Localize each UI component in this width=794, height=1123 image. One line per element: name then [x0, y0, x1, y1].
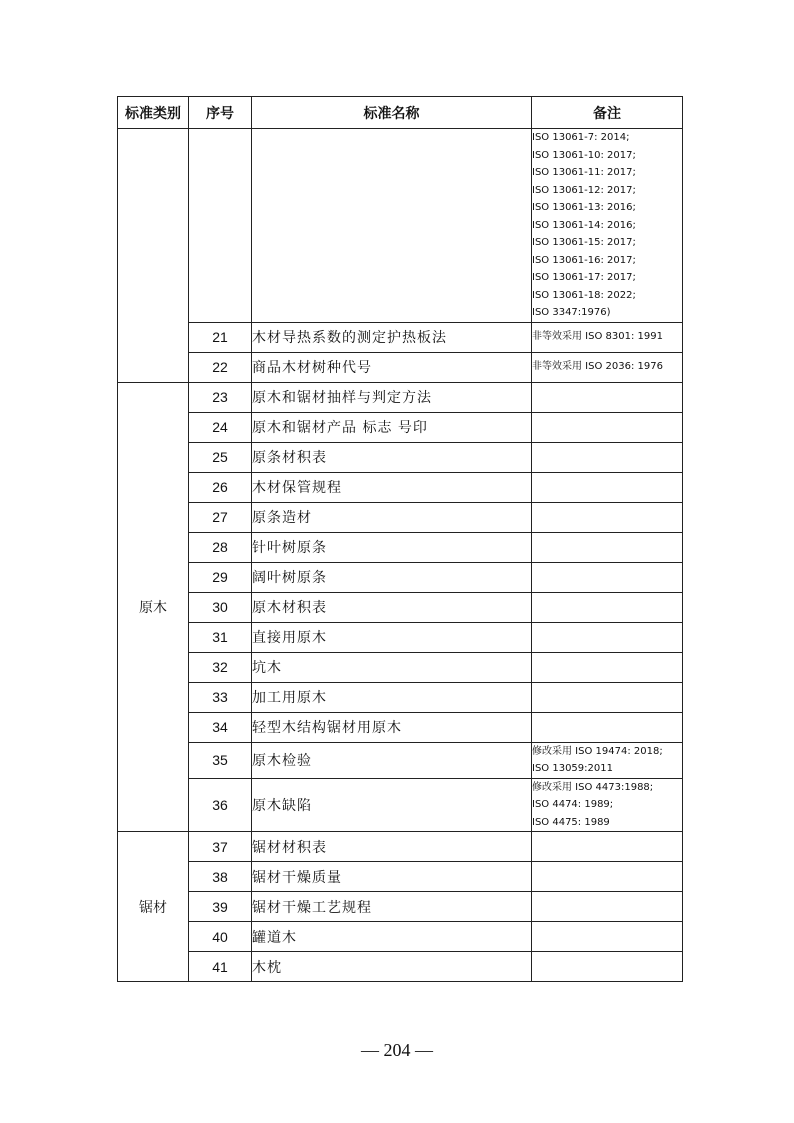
name-cell: 锯材干燥工艺规程 [252, 892, 532, 922]
remark-line: ISO 4474: 1989; [532, 799, 614, 810]
header-remark: 备注 [532, 97, 683, 129]
remark-line: ISO 13061-17: 2017; [532, 272, 636, 283]
name-cell: 罐道木 [252, 922, 532, 952]
table-row [118, 532, 683, 562]
remark-line: ISO 4475: 1989 [532, 816, 610, 828]
category-cell-continued [118, 129, 189, 383]
number-cell: 36 [189, 778, 252, 832]
name-cell: 原木材积表 [252, 592, 532, 622]
name-cell: 锯材材积表 [252, 832, 532, 862]
remark-line: ISO 13061-15: 2017; [532, 237, 636, 248]
table-row [118, 592, 683, 622]
remark-line: ISO 13061-16: 2017; [532, 254, 636, 266]
number-cell: 28 [189, 532, 252, 562]
remark-cell [532, 832, 683, 862]
remark-cell [532, 129, 683, 323]
table-row [118, 502, 683, 532]
table-row [118, 322, 683, 352]
number-cell: 40 [189, 922, 252, 952]
table-row [118, 742, 683, 778]
name-cell: 原木和锯材产品 标志 号印 [252, 412, 532, 442]
table-row [118, 472, 683, 502]
page-number: — 204 — [361, 1040, 433, 1060]
name-cell: 原木检验 [252, 742, 532, 778]
number-cell: 32 [189, 652, 252, 682]
remark-cell [532, 922, 683, 952]
number-cell: 33 [189, 682, 252, 712]
header-name: 标准名称 [252, 97, 532, 129]
table-row [118, 952, 683, 982]
number-cell: 31 [189, 622, 252, 652]
name-cell: 木材保管规程 [252, 472, 532, 502]
number-cell: 23 [189, 382, 252, 412]
number-cell: 21 [189, 322, 252, 352]
table-row [118, 892, 683, 922]
table-row [118, 652, 683, 682]
remark-cell: 非等效采用 ISO 2036: 1976 [532, 352, 683, 382]
remark-cell [532, 652, 683, 682]
remark-cell [532, 472, 683, 502]
number-cell: 30 [189, 592, 252, 622]
header-number: 序号 [189, 97, 252, 129]
number-cell: 34 [189, 712, 252, 742]
category-cell-logs: 原木 [118, 382, 189, 832]
table-row [118, 442, 683, 472]
name-cell [252, 129, 532, 323]
header-row [118, 97, 683, 129]
remark-line: ISO 13059:2011 [532, 763, 613, 774]
remark-cell [532, 442, 683, 472]
name-cell: 加工用原木 [252, 682, 532, 712]
remark-line: ISO 13061-14: 2016; [532, 219, 636, 231]
name-cell: 针叶树原条 [252, 532, 532, 562]
name-cell: 轻型木结构锯材用原木 [252, 712, 532, 742]
table-row [118, 412, 683, 442]
number-cell: 29 [189, 562, 252, 592]
standards-table [117, 96, 683, 982]
remark-cell [532, 682, 683, 712]
remark-line: ISO 13061-10: 2017; [532, 149, 636, 161]
remark-cell [532, 742, 683, 778]
remark-line: ISO 13061-13: 2016; [532, 202, 636, 213]
remark-cell [532, 502, 683, 532]
remark-line: ISO 13061-11: 2017; [532, 167, 636, 178]
remark-cell [532, 712, 683, 742]
table-row [118, 862, 683, 892]
remark-cell [532, 892, 683, 922]
number-cell: 37 [189, 832, 252, 862]
table-row [118, 562, 683, 592]
number-cell: 39 [189, 892, 252, 922]
remark-cell [532, 778, 683, 832]
remark-cell [532, 952, 683, 982]
table-row [118, 832, 683, 862]
table-row [118, 712, 683, 742]
category-cell-lumber: 锯材 [118, 832, 189, 982]
name-cell: 原条造材 [252, 502, 532, 532]
number-cell: 22 [189, 352, 252, 382]
header-category: 标准类别 [118, 97, 189, 129]
remark-line: 修改采用 ISO 4473:1988; [532, 781, 654, 793]
number-cell: 25 [189, 442, 252, 472]
remark-line: 修改采用 ISO 19474: 2018; [532, 745, 663, 757]
remark-line: ISO 13061-18: 2022; [532, 289, 636, 301]
remark-cell [532, 412, 683, 442]
table-row [118, 129, 683, 323]
name-cell: 商品木材树种代号 [252, 352, 532, 382]
table-row [118, 622, 683, 652]
number-cell: 27 [189, 502, 252, 532]
remark-cell: 非等效采用 ISO 8301: 1991 [532, 322, 683, 352]
number-cell: 38 [189, 862, 252, 892]
name-cell: 原木和锯材抽样与判定方法 [252, 382, 532, 412]
name-cell: 锯材干燥质量 [252, 862, 532, 892]
name-cell: 原木缺陷 [252, 778, 532, 832]
remark-cell [532, 622, 683, 652]
table-row [118, 352, 683, 382]
table-row [118, 922, 683, 952]
table-row [118, 382, 683, 412]
number-cell: 24 [189, 412, 252, 442]
remark-line: ISO 3347:1976) [532, 307, 611, 318]
name-cell: 直接用原木 [252, 622, 532, 652]
table-row [118, 778, 683, 832]
number-cell: 26 [189, 472, 252, 502]
number-cell [189, 129, 252, 323]
remark-cell [532, 562, 683, 592]
remark-line: ISO 13061-7: 2014; [532, 132, 630, 143]
name-cell: 阔叶树原条 [252, 562, 532, 592]
name-cell: 木枕 [252, 952, 532, 982]
remark-cell [532, 592, 683, 622]
name-cell: 坑木 [252, 652, 532, 682]
table-row [118, 682, 683, 712]
remark-cell [532, 382, 683, 412]
remark-cell [532, 862, 683, 892]
number-cell: 41 [189, 952, 252, 982]
remark-line: ISO 13061-12: 2017; [532, 184, 636, 196]
number-cell: 35 [189, 742, 252, 778]
name-cell: 原条材积表 [252, 442, 532, 472]
name-cell: 木材导热系数的测定护热板法 [252, 322, 532, 352]
remark-cell [532, 532, 683, 562]
